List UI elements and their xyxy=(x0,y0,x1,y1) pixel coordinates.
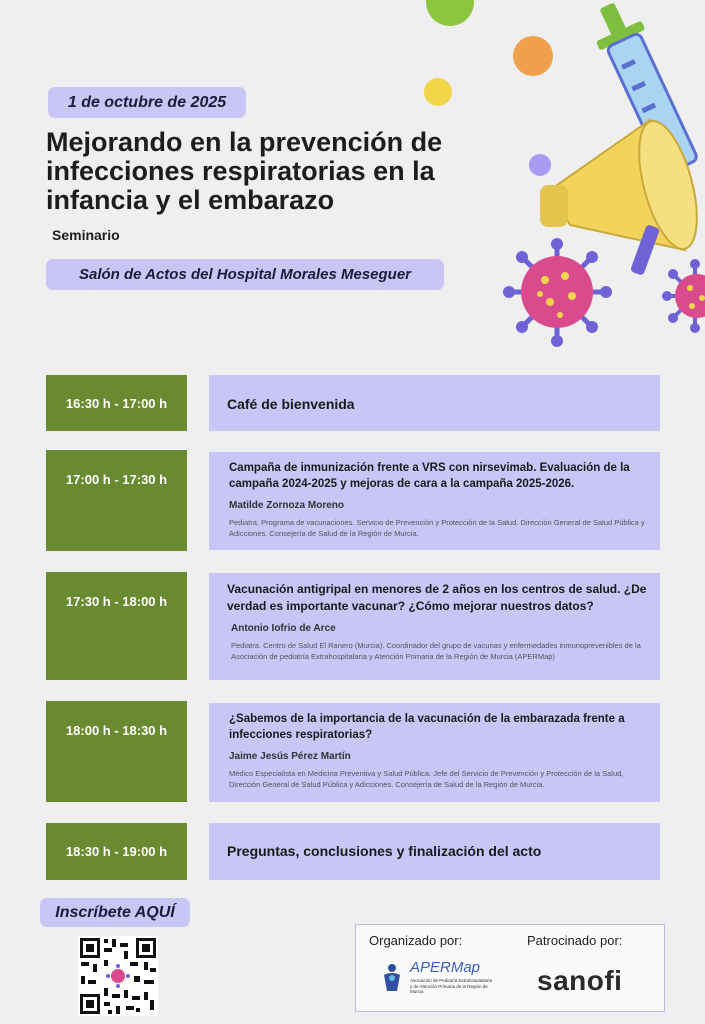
agenda-item-title: Vacunación antigripal en menores de 2 años en los centros de salud. ¿De verdad es importante vacunar? ¿Cómo mejorar nuestros datos? xyxy=(227,582,647,613)
speaker-name: Antonio Iofrio de Arce xyxy=(231,623,336,634)
agenda-time: 16:30 h - 17:00 h xyxy=(46,375,187,431)
green-ball-icon xyxy=(426,0,474,26)
venue: Salón de Actos del Hospital Morales Meseguer xyxy=(46,259,444,290)
organized-by-label: Organizado por: xyxy=(369,933,463,948)
speaker-name: Matilde Zornoza Moreno xyxy=(229,500,344,511)
speaker-description: Médico Especialista en Medicina Preventiva y Salud Pública. Jefe del Servicio de Prevención y Protección de la Salud, Dirección General de Salud Pública y Adicciones. Consejería de Salud de la Región de Murcia. xyxy=(229,769,624,789)
page-title: Mejorando en la prevención de infecciones respiratorias en la infancia y el embarazo xyxy=(46,127,443,215)
orange-ball-icon xyxy=(513,36,553,76)
virus-icon xyxy=(662,259,705,333)
agenda-item-title: Preguntas, conclusiones y finalización del acto xyxy=(227,843,542,859)
agenda-item-title: Campaña de inmunización frente a VRS con nirsevimab. Evaluación de la campaña 2024-2025 y mejoras de cara a la campaña 2025-2026. xyxy=(229,462,630,490)
speaker-name: Jaime Jesús Pérez Martín xyxy=(229,751,351,762)
register-link[interactable]: Inscríbete AQUÍ xyxy=(40,898,190,927)
speaker-description: Pediatra. Programa de vacunaciones. Servicio de Prevención y Protección de la Salud. Dirección General de Salud Pública y Adicciones. Consejería de Salud de la Región de Murcia. xyxy=(229,518,645,538)
apermap-logo xyxy=(380,959,500,1003)
yellow-ball-icon xyxy=(424,78,452,106)
agenda-time: 18:30 h - 19:00 h xyxy=(46,823,187,880)
sponsored-by-label: Patrocinado por: xyxy=(527,933,623,948)
speaker-description: Pediatra. Centro de Salud El Ranero (Murcia). Coordinador del grupo de vacunas y enfermedades inmunoprevenibles de la Asociación de pediatría Extrahospitalaria y Atención Primaria de la Región de Murcia (APERMap) xyxy=(231,641,641,661)
sanofi-logo: sanofi xyxy=(537,965,623,996)
organizers-box xyxy=(355,924,665,1012)
apermap-logo-text: APERMap xyxy=(410,959,481,976)
agenda-time: 17:00 h - 17:30 h xyxy=(46,450,187,551)
agenda-item xyxy=(209,375,660,431)
agenda-item-title: ¿Sabemos de la importancia de la vacunación de la embarazada frente a infecciones respiratorias? xyxy=(229,713,625,741)
event-type: Seminario xyxy=(52,227,120,243)
virus-icon xyxy=(503,238,612,347)
agenda-item xyxy=(209,823,660,880)
agenda-item xyxy=(209,452,660,550)
event-date: 1 de octubre de 2025 xyxy=(48,87,246,118)
agenda-time: 18:00 h - 18:30 h xyxy=(46,701,187,802)
agenda-item-title: Café de bienvenida xyxy=(227,396,355,412)
agenda-item xyxy=(209,703,660,802)
purple-ball-icon xyxy=(529,154,551,176)
agenda-time: 17:30 h - 18:00 h xyxy=(46,572,187,680)
apermap-logo-subtext: Asociación de Pediatría Extrahospitalaria y de Atención Primaria de la Región de Murcia xyxy=(410,978,493,994)
agenda-item xyxy=(209,573,660,680)
qr-code-icon[interactable] xyxy=(78,936,158,1016)
family-icon xyxy=(380,963,404,993)
